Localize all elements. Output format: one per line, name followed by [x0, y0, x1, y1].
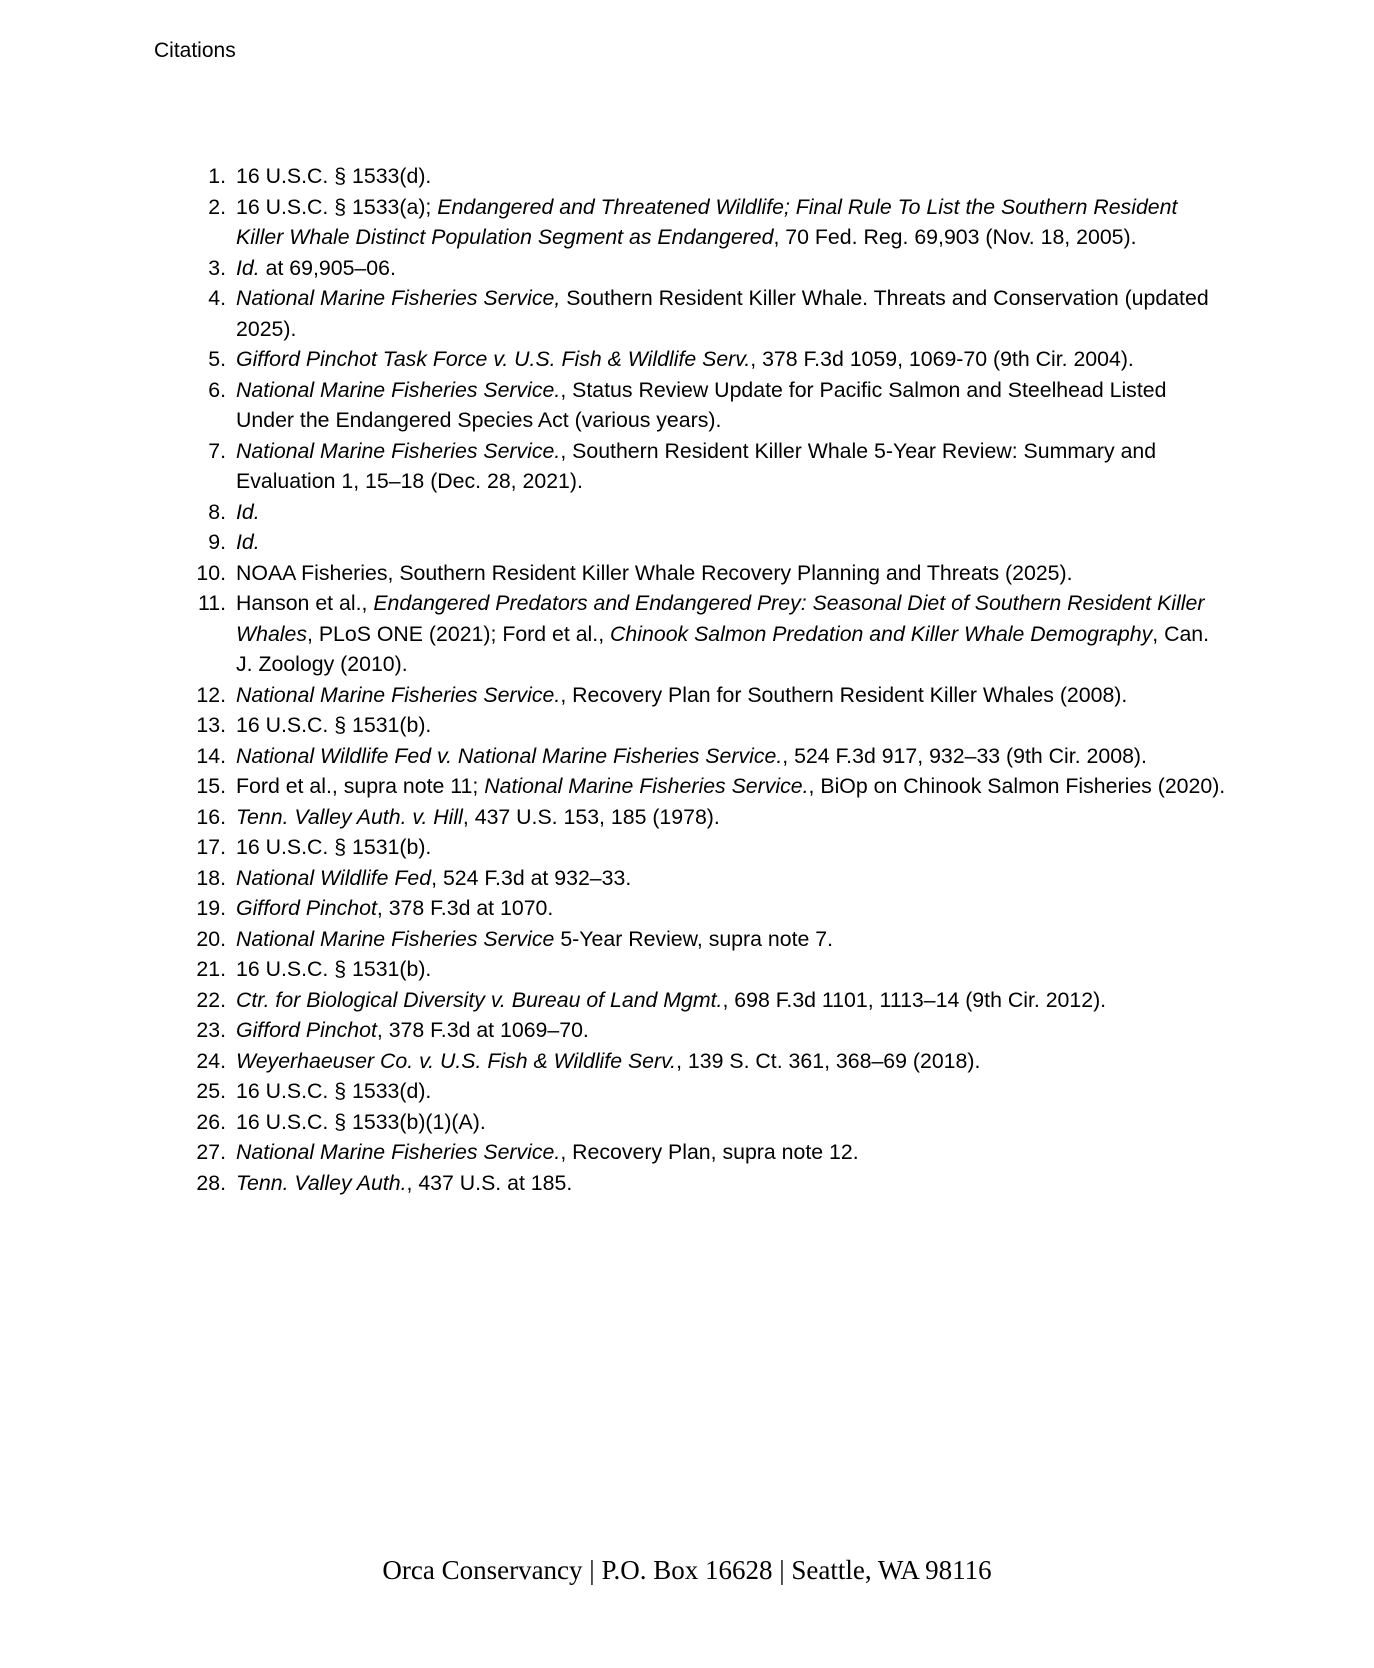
citation-item: [190, 283, 1230, 344]
citation-item: [190, 1046, 1230, 1077]
citation-text-segment: , BiOp on Chinook Salmon Fisheries (2020).: [808, 774, 1226, 798]
citation-text: [236, 439, 1156, 494]
citation-number: 6 .: [190, 375, 226, 406]
citation-text-segment: , 437 U.S. 153, 185 (1978).: [462, 804, 720, 829]
citation-text: [236, 835, 431, 859]
citation-italic-segment: National Marine Fisheries Service.: [236, 377, 561, 402]
citation-number: 16 .: [190, 802, 226, 833]
citation-number: 20 .: [190, 924, 226, 955]
citation-text: [236, 774, 1225, 798]
citation-text-segment: at 69,905–06.: [259, 255, 396, 280]
citation-italic-segment: Id.: [236, 499, 260, 524]
citation-number: 3 .: [190, 253, 226, 284]
citation-number: 9 .: [190, 527, 226, 558]
citation-number: 17 .: [190, 832, 226, 863]
citation-italic-segment: Id.: [236, 255, 260, 280]
citation-text: [236, 1049, 980, 1073]
citation-text-segment: 16 U.S.C. § 1533(a);: [236, 194, 438, 219]
citation-italic-segment: National Wildlife Fed v. National Marine Fisheries Service.: [236, 743, 783, 768]
citation-italic-segment: Tenn. Valley Auth.: [236, 1170, 407, 1195]
citation-item: [190, 741, 1230, 772]
citation-number: 15 .: [190, 771, 226, 802]
citation-item: [190, 985, 1230, 1016]
citation-number: 4 .: [190, 283, 226, 314]
citation-item: [190, 710, 1230, 741]
citation-text-segment: , Status Review Update for Pacific Salmon and Steelhead Listed Under the Endangered Species Act (various years).: [236, 377, 1167, 432]
citation-text: [236, 195, 1177, 250]
citation-text: [236, 164, 431, 188]
page-header: Citations: [154, 39, 236, 62]
citation-text-segment: , 378 F.3d at 1069–70.: [376, 1018, 589, 1042]
citation-number: 18 .: [190, 863, 226, 894]
citation-item: [190, 924, 1230, 955]
citation-item: [190, 863, 1230, 894]
citation-number: 7 .: [190, 436, 226, 467]
citation-text-segment: , Recovery Plan for Southern Resident Killer Whales (2008).: [560, 682, 1128, 707]
citation-italic-segment: National Marine Fisheries Service.: [236, 438, 561, 463]
citation-italic-segment: National Marine Fisheries Service.: [236, 1140, 561, 1164]
citation-number: 26 .: [190, 1107, 226, 1138]
citation-italic-segment: Gifford Pinchot: [236, 896, 377, 920]
citation-italic-segment: National Wildlife Fed: [236, 865, 432, 890]
citation-text: [236, 561, 1073, 585]
citation-item: [190, 375, 1230, 436]
citation-italic-segment: National Marine Fisheries Service.: [236, 682, 561, 707]
citation-italic-segment: Ctr. for Biological Diversity v. Bureau of Land Mgmt.: [236, 987, 723, 1012]
citation-item: [190, 680, 1230, 711]
citation-number: 10 .: [190, 558, 226, 589]
citation-text-segment: 16 U.S.C. § 1531(b).: [236, 713, 432, 737]
citation-number: 21 .: [190, 954, 226, 985]
citation-italic-segment: Id.: [236, 530, 260, 554]
citation-text-segment: , 524 F.3d at 932–33.: [431, 865, 632, 890]
citation-text-segment: , Recovery Plan, supra note 12.: [560, 1140, 859, 1164]
citation-item: [190, 1137, 1230, 1168]
citation-italic-segment: Endangered and Threatened Wildlife; Final Rule To List the Southern Resident Killer Whale Distinct Population Segment as Endangered: [236, 194, 1178, 249]
citation-text-segment: , 139 S. Ct. 361, 368–69 (2018).: [676, 1048, 981, 1073]
citation-text-segment: 16 U.S.C. § 1533(d).: [236, 164, 432, 188]
citation-text: [236, 927, 833, 951]
citation-text-segment: , 378 F.3d at 1070.: [376, 896, 554, 920]
citation-item: [190, 527, 1230, 558]
citation-item: [190, 588, 1230, 680]
citation-text-segment: 16 U.S.C. § 1531(b).: [236, 835, 432, 859]
citation-text: [236, 866, 631, 890]
citation-text: [236, 530, 260, 554]
citation-number: 24 .: [190, 1046, 226, 1077]
citation-number: 14 .: [190, 741, 226, 772]
citation-italic-segment: Gifford Pinchot Task Force v. U.S. Fish & Wildlife Serv.: [236, 347, 751, 371]
citation-number: 11 .: [190, 588, 226, 619]
citation-text-segment: , Can. J. Zoology (2010).: [236, 621, 1210, 676]
citation-text-segment: , 378 F.3d 1059, 1069-70 (9th Cir. 2004).: [750, 347, 1134, 371]
citation-text: [236, 378, 1166, 433]
citation-text: [236, 286, 1209, 341]
citation-text-segment: 16 U.S.C. § 1531(b).: [236, 957, 432, 981]
citation-text-segment: Ford et al., supra note 11;: [236, 774, 485, 798]
citation-item: [190, 802, 1230, 833]
citation-item: [190, 1015, 1230, 1046]
citation-number: 23 .: [190, 1015, 226, 1046]
citation-item: [190, 192, 1230, 253]
citation-text-segment: 16 U.S.C. § 1533(b)(1)(A).: [236, 1109, 486, 1134]
citation-number: 12 .: [190, 680, 226, 711]
citation-text-segment: , 70 Fed. Reg. 69,903 (Nov. 18, 2005).: [773, 225, 1137, 249]
citation-text: [236, 500, 260, 524]
citation-text-segment: , PLoS ONE (2021); Ford et al.,: [307, 621, 611, 646]
citation-text-segment: Hanson et al.,: [236, 591, 374, 615]
citation-number: 27 .: [190, 1137, 226, 1168]
citation-item: [190, 436, 1230, 497]
citation-text: [236, 683, 1127, 707]
citation-text: [236, 1110, 486, 1134]
citation-number: 8 .: [190, 497, 226, 528]
citation-italic-segment: Weyerhaeuser Co. v. U.S. Fish & Wildlife Serv.: [236, 1048, 677, 1073]
citation-italic-segment: Endangered Predators and Endangered Prey: Seasonal Diet of Southern Resident Killer Whales: [236, 591, 1205, 646]
citation-text: [236, 713, 431, 737]
citation-item: [190, 344, 1230, 375]
citation-text-segment: 5-Year Review, supra note 7.: [554, 926, 834, 951]
citation-item: [190, 893, 1230, 924]
citation-text: [236, 256, 396, 280]
citation-text: [236, 1018, 589, 1042]
citation-item: [190, 497, 1230, 528]
citation-text: [236, 591, 1209, 676]
citation-item: [190, 253, 1230, 284]
citation-italic-segment: National Marine Fisheries Service: [236, 926, 555, 951]
citation-text: [236, 1140, 859, 1164]
citation-text: [236, 1079, 431, 1103]
citation-italic-segment: National Marine Fisheries Service,: [236, 286, 561, 310]
citation-text-segment: Southern Resident Killer Whale. Threats and Conservation (updated 2025).: [236, 286, 1209, 341]
citation-item: [190, 1076, 1230, 1107]
citation-text: [236, 805, 720, 829]
citation-number: 2 .: [190, 192, 226, 223]
citation-text-segment: 16 U.S.C. § 1533(d).: [236, 1079, 432, 1103]
citation-text-segment: , Southern Resident Killer Whale 5-Year Review: Summary and Evaluation 1, 15–18 (Dec. 28, 2021).: [236, 438, 1157, 493]
citation-text-segment: , 437 U.S. at 185.: [406, 1170, 573, 1195]
citation-number: 22 .: [190, 985, 226, 1016]
citation-item: [190, 161, 1230, 192]
citations-list: [190, 161, 1230, 1198]
citation-text: [236, 1171, 572, 1195]
citation-number: 19 .: [190, 893, 226, 924]
citation-italic-segment: Chinook Salmon Predation and Killer Whale Demography: [610, 621, 1153, 646]
citation-text-segment: , 698 F.3d 1101, 1113–14 (9th Cir. 2012).: [722, 987, 1107, 1012]
citation-text-segment: NOAA Fisheries, Southern Resident Killer Whale Recovery Planning and Threats (2025).: [236, 560, 1073, 585]
page-footer: Orca Conservancy | P.O. Box 16628 | Seattle, WA 98116: [382, 1555, 992, 1585]
citation-text: [236, 744, 1147, 768]
citation-item: [190, 558, 1230, 589]
citation-italic-segment: Tenn. Valley Auth. v. Hill: [236, 804, 463, 829]
citation-text: [236, 988, 1106, 1012]
citation-item: [190, 832, 1230, 863]
citation-text: [236, 896, 553, 920]
citation-italic-segment: National Marine Fisheries Service.: [484, 774, 809, 798]
citation-text-segment: , 524 F.3d 917, 932–33 (9th Cir. 2008).: [782, 743, 1147, 768]
citation-item: [190, 1168, 1230, 1199]
citation-italic-segment: Gifford Pinchot: [236, 1018, 377, 1042]
citation-number: 5 .: [190, 344, 226, 375]
citation-item: [190, 1107, 1230, 1138]
citation-number: 25 .: [190, 1076, 226, 1107]
citation-item: [190, 771, 1230, 802]
citation-item: [190, 954, 1230, 985]
citation-number: 13 .: [190, 710, 226, 741]
citation-text: [236, 347, 1134, 371]
citation-text: [236, 957, 431, 981]
citation-number: 1 .: [190, 161, 226, 192]
citation-number: 28 .: [190, 1168, 226, 1199]
